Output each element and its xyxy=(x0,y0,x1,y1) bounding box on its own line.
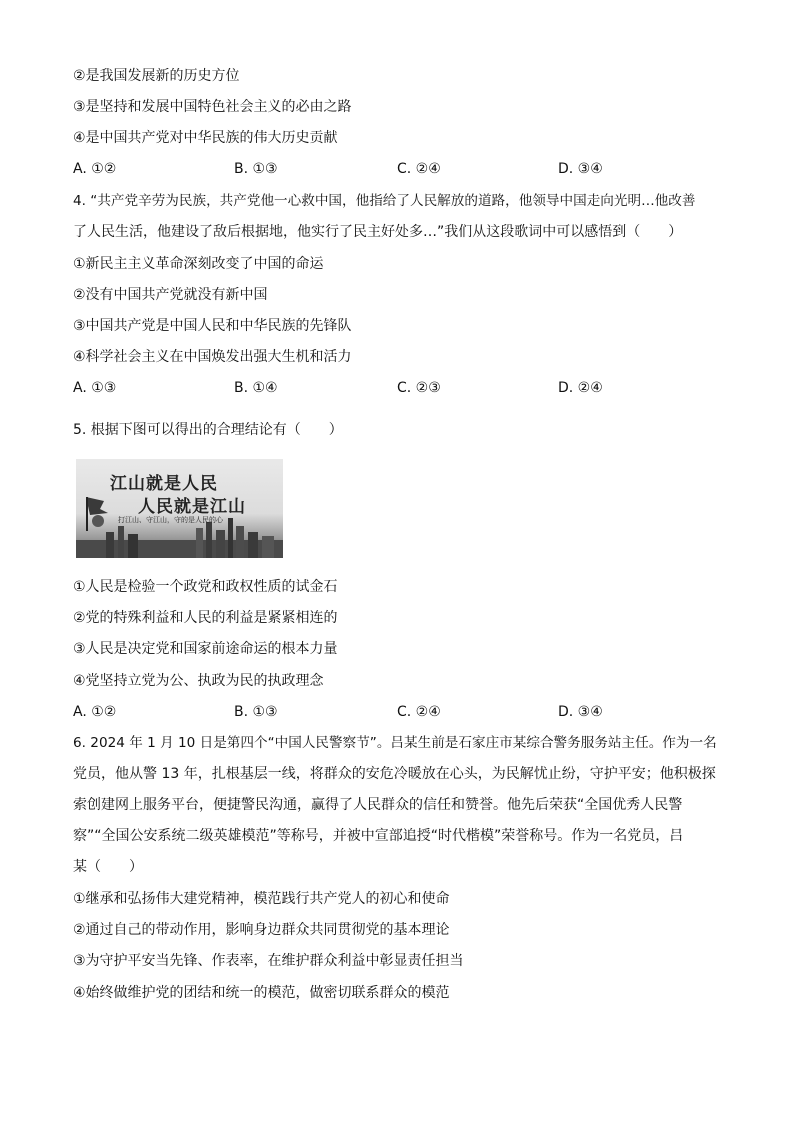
q5-item-2: ②党的特殊利益和人民的利益是紧紧相连的 xyxy=(73,610,338,626)
q5-item-1: ①人民是检验一个政党和政权性质的试金石 xyxy=(73,579,338,595)
q6-stem-line-2: 党员，他从警 13 年，扎根基层一线，将群众的安危冷暖放在心头，为民解忧止纷，守护平安；他积极探 xyxy=(73,766,716,782)
q6-stem-line-3: 索创建网上服务平台，便捷警民沟通，赢得了人民群众的信任和赞誉。他先后荣获“全国优秀人民警 xyxy=(73,797,683,813)
q4-option-c: C. ②③ xyxy=(397,380,441,396)
q5-option-c: C. ②④ xyxy=(397,704,441,720)
flag-figure-graphic xyxy=(82,493,112,533)
q6-stem-line-1: 6. 2024 年 1 月 10 日是第四个“中国人民警察节”。吕某生前是石家庄市某综合警务服务站主任。作为一名 xyxy=(73,735,717,751)
q5-option-b: B. ①③ xyxy=(234,704,278,720)
q4-option-d: D. ②④ xyxy=(558,380,603,396)
q6-item-4: ④始终做维护党的团结和统一的模范，做密切联系群众的模范 xyxy=(73,985,450,1001)
q5-item-4: ④党坚持立党为公、执政为民的执政理念 xyxy=(73,673,324,689)
slogan-line-3: 打江山、守江山，守的是人民的心 xyxy=(118,516,223,524)
q6-stem-line-5: 某（ ） xyxy=(73,859,143,875)
slogan-line-1: 江山就是人民 xyxy=(110,474,218,494)
q3-option-a: A. ①② xyxy=(73,161,117,177)
slogan-line-2: 人民就是江山 xyxy=(138,497,246,517)
q3-option-c: C. ②④ xyxy=(397,161,441,177)
q3-item-4: ④是中国共产党对中华民族的伟大历史贡献 xyxy=(73,130,338,146)
slogan-image xyxy=(76,459,283,558)
q6-item-3: ③为守护平安当先锋、作表率，在维护群众利益中彰显责任担当 xyxy=(73,953,464,969)
q4-item-3: ③中国共产党是中国人民和中华民族的先锋队 xyxy=(73,318,352,334)
q4-item-1: ①新民主主义革命深刻改变了中国的命运 xyxy=(73,256,324,272)
q6-item-1: ①继承和弘扬伟大建党精神，模范践行共产党人的初心和使命 xyxy=(73,891,450,907)
q6-item-2: ②通过自己的带动作用，影响身边群众共同贯彻党的基本理论 xyxy=(73,922,450,938)
q3-option-d: D. ③④ xyxy=(558,161,603,177)
q5-option-d: D. ③④ xyxy=(558,704,603,720)
q5-stem: 5. 根据下图可以得出的合理结论有（ ） xyxy=(73,422,343,438)
q4-stem-line-1: 4. “共产党辛劳为民族，共产党他一心救中国，他指给了人民解放的道路，他领导中国走向光明…他改善 xyxy=(73,193,696,209)
q4-item-4: ④科学社会主义在中国焕发出强大生机和活力 xyxy=(73,349,352,365)
q6-stem-line-4: 察”“全国公安系统二级英雄模范”等称号，并被中宣部追授“时代楷模”荣誉称号。作为一名党员，吕 xyxy=(73,828,684,844)
q4-stem-line-2: 了人民生活，他建设了敌后根据地，他实行了民主好处多…”我们从这段歌词中可以感悟到（ ） xyxy=(73,224,683,240)
q3-item-2: ②是我国发展新的历史方位 xyxy=(73,68,240,84)
q3-item-3: ③是坚持和发展中国特色社会主义的必由之路 xyxy=(73,99,352,115)
q5-item-3: ③人民是决定党和国家前途命运的根本力量 xyxy=(73,641,338,657)
q4-option-b: B. ①④ xyxy=(234,380,278,396)
q4-option-a: A. ①③ xyxy=(73,380,117,396)
q3-option-b: B. ①③ xyxy=(234,161,278,177)
q5-option-a: A. ①② xyxy=(73,704,117,720)
q4-item-2: ②没有中国共产党就没有新中国 xyxy=(73,287,268,303)
